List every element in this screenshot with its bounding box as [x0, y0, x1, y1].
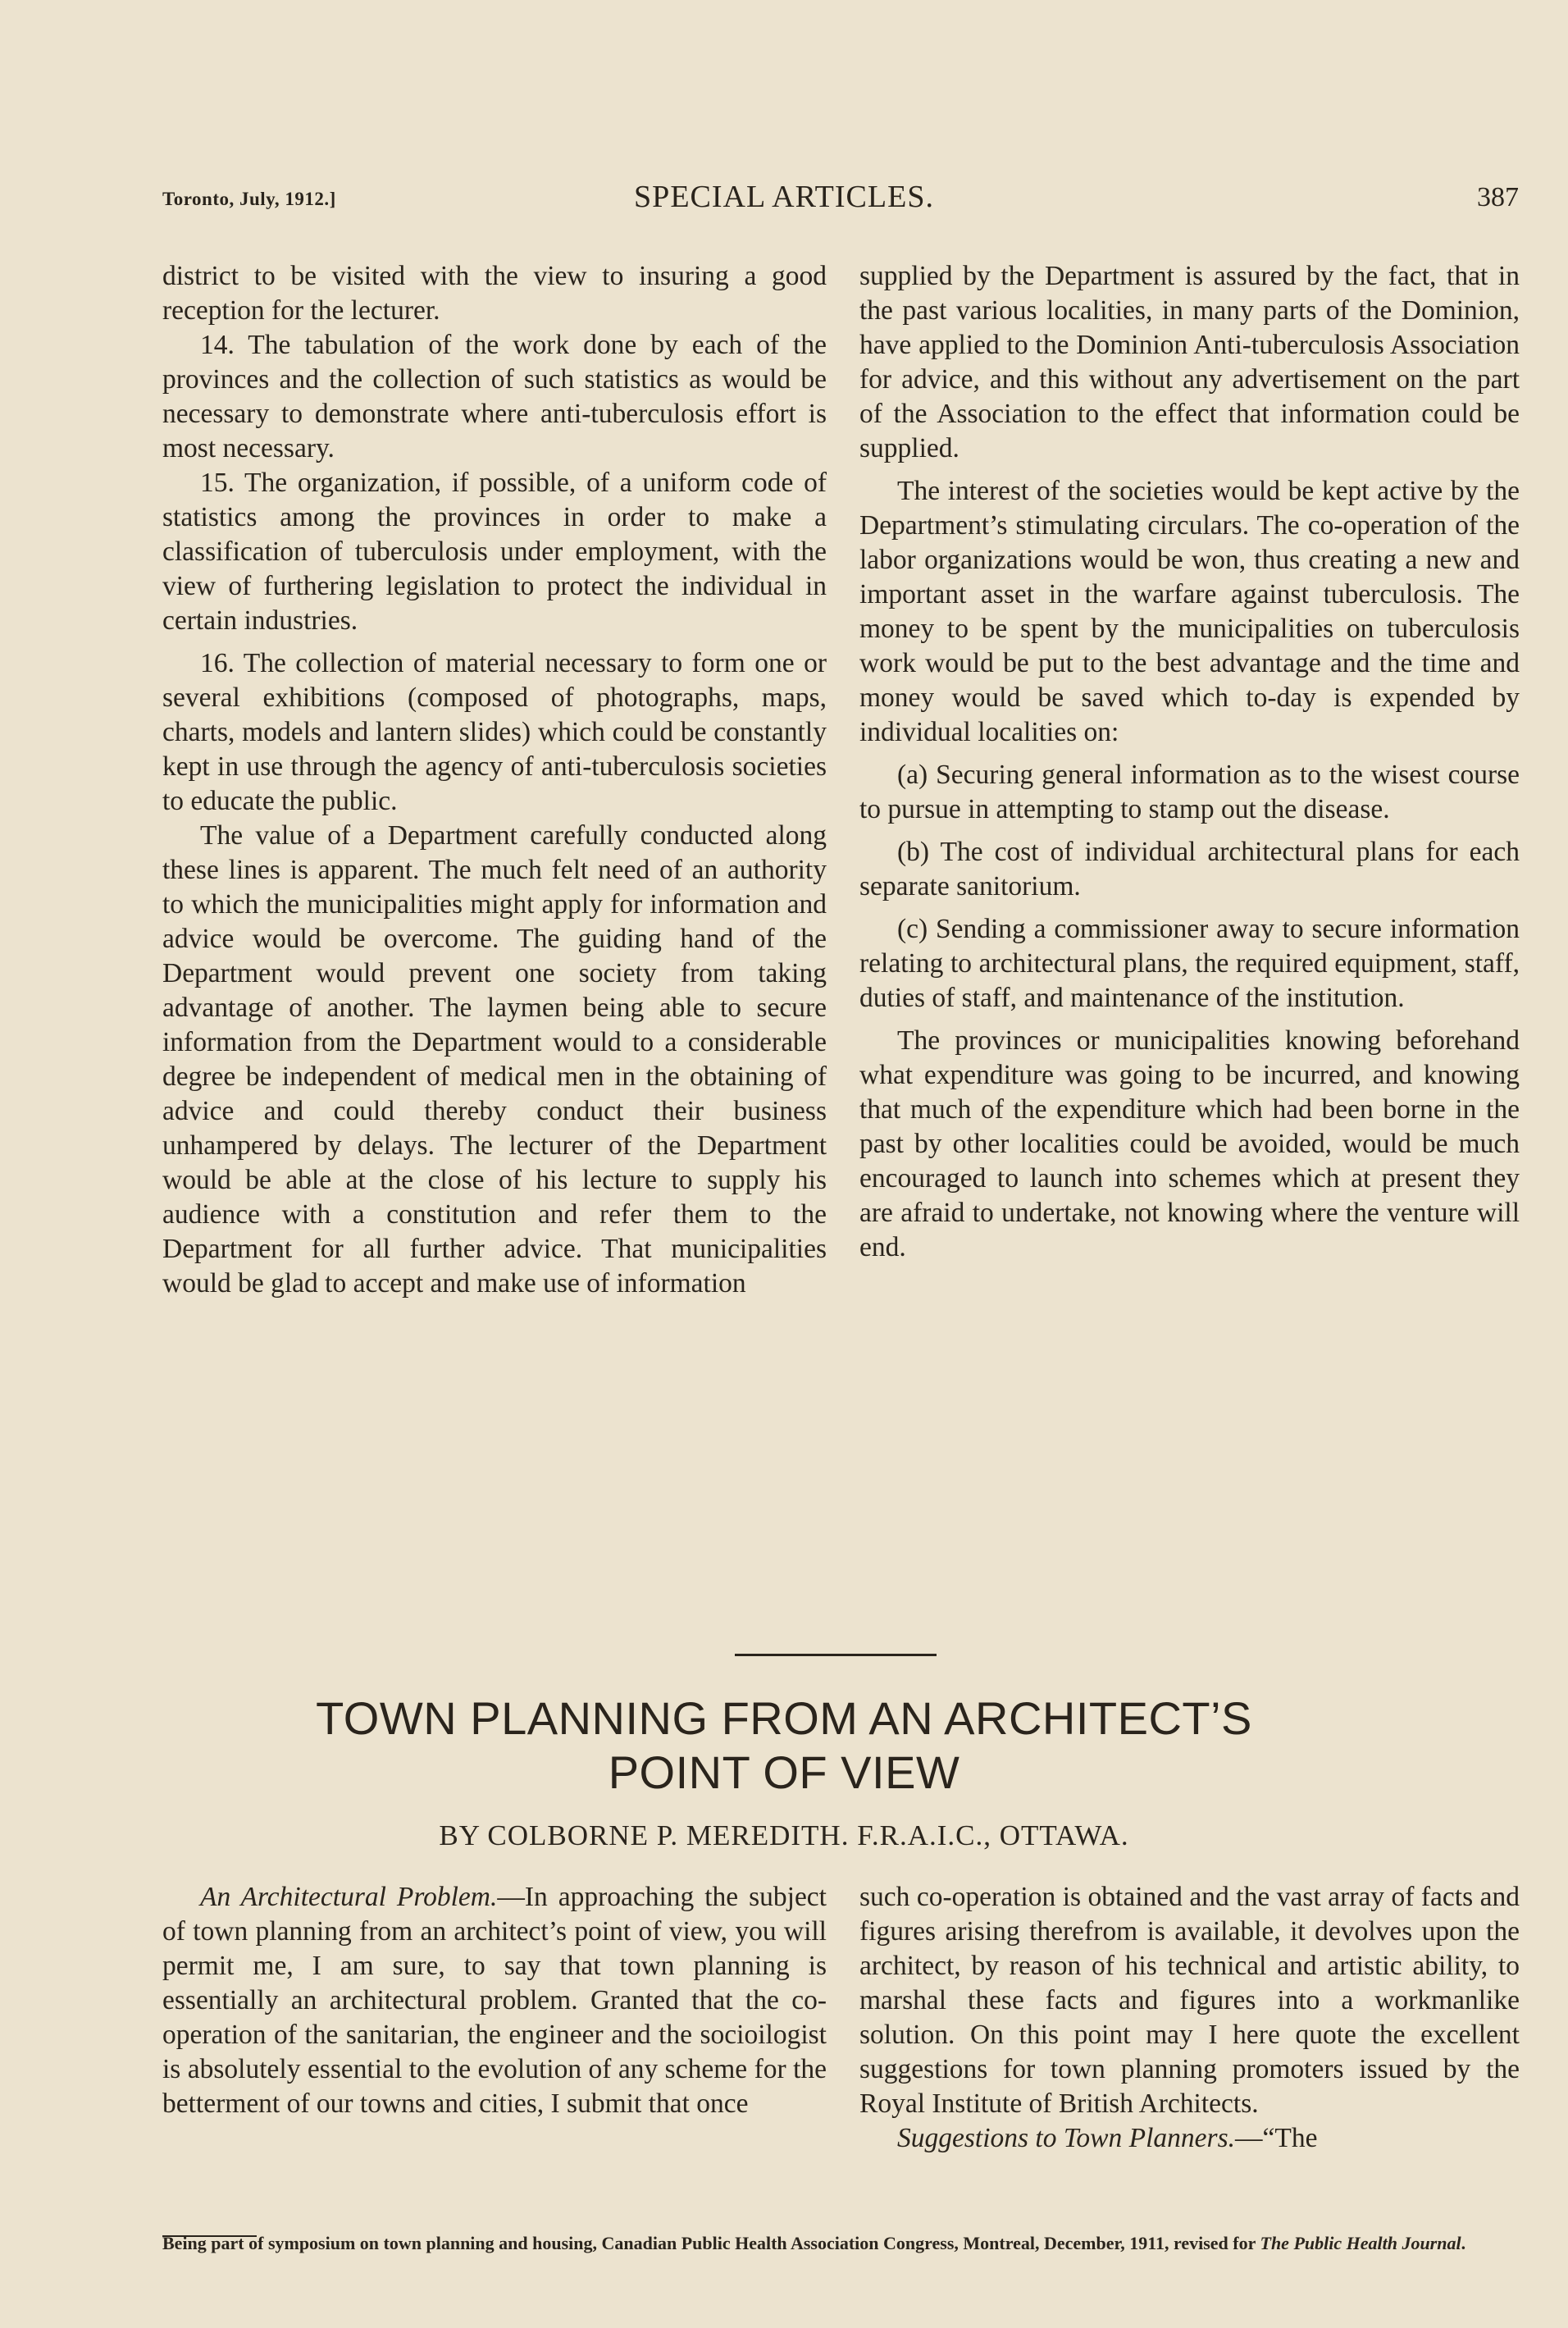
- paragraph: (a) Securing general information as to the wisest course to pursue in attempting to stamp out the disease.: [859, 760, 1520, 824]
- right-column-top: [859, 259, 1520, 1265]
- paragraph: district to be visited with the view to insuring a good reception for the lecturer.: [162, 261, 827, 326]
- paragraph: [859, 2121, 1520, 2156]
- left-column-top: [162, 259, 827, 1301]
- run-in-heading: Suggestions to Town Planners.: [897, 2123, 1235, 2153]
- footnote-end: .: [1461, 2233, 1466, 2253]
- paragraph-text: —“The: [1234, 2123, 1318, 2153]
- left-column-article: [162, 1880, 827, 2121]
- paragraph: (b) The cost of individual architectural plans for each separate sanitorium.: [859, 837, 1520, 902]
- paragraph: The value of a Department carefully conducted along these lines is apparent. The much felt need of an authority to which the municipalities might apply for information and advice would be overcome. The guiding hand of the Department would prevent one society from taking advantage of another. The laymen being able to secure information from the Department would to a considerable degree be independent of medical men in the obtaining of advice and could thereby conduct their business unhampered by delays. The lecturer of the Department would be able at the close of his lecture to supply his audience with a constitution and refer them to the Department for all further advice. That municipalities would be glad to accept and make use of information: [162, 820, 827, 1299]
- paragraph: (c) Sending a commissioner away to secure information relating to architectural plans, the required equipment, staff, duties of staff, and maintenance of the institution.: [859, 914, 1520, 1013]
- article-title-line: POINT OF VIEW: [608, 1746, 960, 1798]
- paragraph: [162, 1880, 827, 2121]
- running-header-date: Toronto, July, 1912.]: [162, 189, 336, 209]
- paragraph-text: —In approaching the subject of town planning from an architect’s point of view, you will permit me, I am sure, to say that town planning is essentially an architectural problem. Granted that the co-operation of the sanitarian, the engineer and the socioilogist is absolutely essential to the evolution of any scheme for the betterment of our towns and cities, I submit that once: [162, 1882, 827, 2119]
- paragraph: 14. The tabulation of the work done by each of the provinces and the collection of such statistics as would be necessary to demonstrate where anti-tuberculosis effort is most necessary.: [162, 330, 827, 463]
- paragraph: supplied by the Department is assured by the fact, that in the past various localities, in many parts of the Dominion, have applied to the Dominion Anti-tuberculosis Association for advice, and this without any advertisement on the part of the Association to the effect that information could be supplied.: [859, 261, 1520, 463]
- section-divider: [735, 1654, 937, 1656]
- article-title: [0, 1691, 1568, 1800]
- paragraph: such co-operation is obtained and the vast array of facts and figures arising therefrom is available, it devolves upon the architect, by reason of his technical and artistic ability, to marshal these facts and figures into a workmanlike solution. On this point may I here quote the excellent suggestions for town planning promoters issued by the Royal Institute of British Architects.: [859, 1882, 1520, 2119]
- paragraph: 15. The organization, if possible, of a uniform code of statistics among the provinces in order to make a classification of tuberculosis under employment, with the view of furthering legislation to protect the individual in certain industries.: [162, 468, 827, 636]
- journal-name: The Public Health Journal: [1260, 2233, 1461, 2253]
- article-title-line: TOWN PLANNING FROM AN ARCHITECT’S: [316, 1692, 1252, 1744]
- running-header-title: SPECIAL ARTICLES.: [634, 180, 934, 214]
- footnote-text: Being part of symposium on town planning and housing, Canadian Public Health Association Congress, Montreal, December, 1911, revised for: [162, 2233, 1260, 2253]
- right-column-article: [859, 1880, 1520, 2156]
- page-number: 387: [1477, 182, 1519, 212]
- article-byline: BY COLBORNE P. MEREDITH. F.R.A.I.C., OTTAWA.: [439, 1819, 1129, 1851]
- paragraph: The interest of the societies would be kept active by the Department’s stimulating circulars. The co-operation of the labor organizations would be won, thus creating a new and important asset in the warfare against tuberculosis. The money to be spent by the municipalities on tuberculosis work would be put to the best advantage and the time and money would be saved which to-day is expended by individual localities on:: [859, 476, 1520, 747]
- footnote: [162, 2233, 1524, 2253]
- paragraph: The provinces or municipalities knowing beforehand what expenditure was going to be incurred, and knowing that much of the expenditure which had been borne in the past by other localities could be avoided, would be much encouraged to launch into schemes which at present they are afraid to undertake, not knowing where the venture will end.: [859, 1025, 1520, 1262]
- paragraph: 16. The collection of material necessary to form one or several exhibitions (composed of photographs, maps, charts, models and lantern slides) which could be constantly kept in use through the agency of anti-tuberculosis societies to educate the public.: [162, 648, 827, 816]
- run-in-heading: An Architectural Problem.: [200, 1882, 498, 1912]
